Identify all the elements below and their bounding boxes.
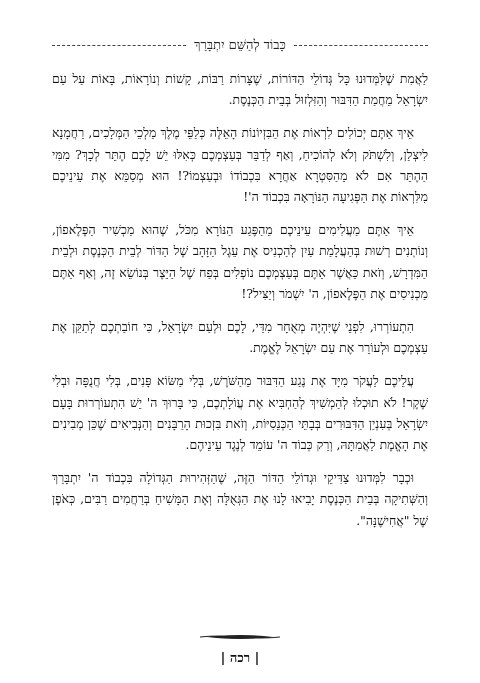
running-header [52, 35, 428, 55]
paragraph: עֲלֵיכֶם לַעֲקֹר מִיָּד אֶת נֶגַע הַדִּבּוּר מֵהַשֹּׁרֶשׁ, בְּלִי מַשּׂוֹא פָּנִים, בְּלִי חֲנֻפָּה וּבְלִי שֶׁקֶר! לֹא תוּכְלוּ לְהַמְשִׁיךְ לְהַחְבִּיא אֶת עֲוֹלָתְכֶם, כִּי בָּרוּךְ ה' יֵשׁ הִתְעוֹרְרוּת בָּעָם יִשְׂרָאֵל בְּעִנְיַן הַדִּבּוּרִים בְּבָתֵּי הַכְּנֵסִיּוֹת, וְזֹאת בִּזְכוּת הָרַבָּנִים וְהַנְּבִיאִים שֶׁכֵּן מְבִינִים אֶת הָאֱמֶת לַאֲמִתָּהּ, וְרַק כְּבוֹד ה' עוֹמֵד לְנֶגֶד עֵינֵיהֶם. [52, 373, 428, 453]
header-rule-left [52, 45, 186, 46]
paragraph: וּכְבָר לִמְּדוּנוּ צַדִּיקֵי וּגְדוֹלֵי הַדּוֹר הַזֶּה, שֶׁהַזְּהִירוּת הַגְּדוֹלָה בִּכְבוֹד ה' יִתְבָּרַךְ וְהַשְּׁתִיקָה בְּבֵית הַכְּנֶסֶת יָבִיאוּ לָנוּ אֶת הַגְּאֻלָּה וְאֶת הַמָּשִׁיחַ בְּרַחֲמִים רַבִּים, כְּאֹפֶן שֶׁל "אֲחִישֶׁנָּה". [52, 470, 428, 528]
paragraph: הִתְעוֹרְרוּ, לִפְנֵי שֶׁיִּהְיֶה מְאֻחָר מִדַּי, לָכֶם וּלְעַם יִשְׂרָאֵל, כִּי חוֹבַתְכֶם לְתַקֵּן אֶת עַצְמְכֶם וּלְעוֹרֵר אֶת עַם יִשְׂרָאֵל לֶאֱמֶת. [52, 319, 428, 356]
page-number: | רכה | [220, 651, 260, 666]
paragraph: אֵיךְ אַתֶּם מַעֲלִימִים עֵינֵיכֶם מֵהַפֶּגַע הַנּוֹרָא מִכֹּל, שֶׁהוּא מַכְשִׁיר הַפֶּלֶאפוֹן, וְנוֹתְנִים רְשׁוּת בְּהַעֲלָמַת עַיִן לְהַכְנִיס אֶת עֵגֶל הַזָּהָב שֶׁל הַדּוֹר לְבֵית הַכְּנֶסֶת וּלְבֵית הַמִּדְרָשׁ, וְזֹאת כַּאֲשֶׁר אַתֶּם בְּעַצְמְכֶם נוֹפְלִים בְּפַח שֶׁל הַיֵּצֶר בְּנוֹשֵׂא זֶה, וְאַף אַתֶּם מַכְנִיסִים אֶת הַפֶּלֶאפוֹן, ה' יִשְׁמֹר וְיַצִּיל?! [52, 222, 428, 301]
header-title: כָּבוֹד לְהַשֵּׁם יִתְבָּרַךְ [194, 38, 286, 53]
paragraph: אֵיךְ אַתֶּם יְכוֹלִים לִרְאוֹת אֶת הַבִּזְיוֹנוֹת הָאֵלֶּה כְּלַפֵּי מֶלֶךְ מַלְכֵי הַמְּלָכִים, רַחֲמָנָא לִיצְלַן, וְלִשְׁתֹּק וְלֹא לְהוֹכִיחַ, וְאַף לְדַבֵּר בְּעַצְמְכֶם כְּאִלּוּ יֵשׁ לָכֶם הֶתֵּר לְכָךְ? מִמִּי הַהֶתֵּר אִם לֹא מֵהַסִּטְרָא אַחֲרָא בִּכְבוֹדוֹ וּבְעַצְמוֹ?! הוּא מְסַמֵּא אֶת עֵינֵיכֶם מִלִּרְאוֹת אֶת הַפְּגִיעָה הַנּוֹרָאָה בִּכְבוֹד ה'! [52, 125, 428, 205]
header-rule-right [294, 45, 428, 46]
divider-ornament-icon [199, 632, 281, 642]
body-text [52, 68, 428, 543]
paragraph: לַאֲמִת שֶׁלִּמְּדוּנוּ כָּל גְּדוֹלֵי הַדּוֹרוֹת, שֶׁצָּרוֹת רַבּוֹת, קָשׁוֹת וְנוֹרָאוֹת, בָּאוֹת עַל עַם יִשְׂרָאֵל מֵחֲמַת הַדִּבּוּר וְהַזִּלְזוּל בְּבֵית הַכְּנֶסֶת. [52, 71, 428, 108]
